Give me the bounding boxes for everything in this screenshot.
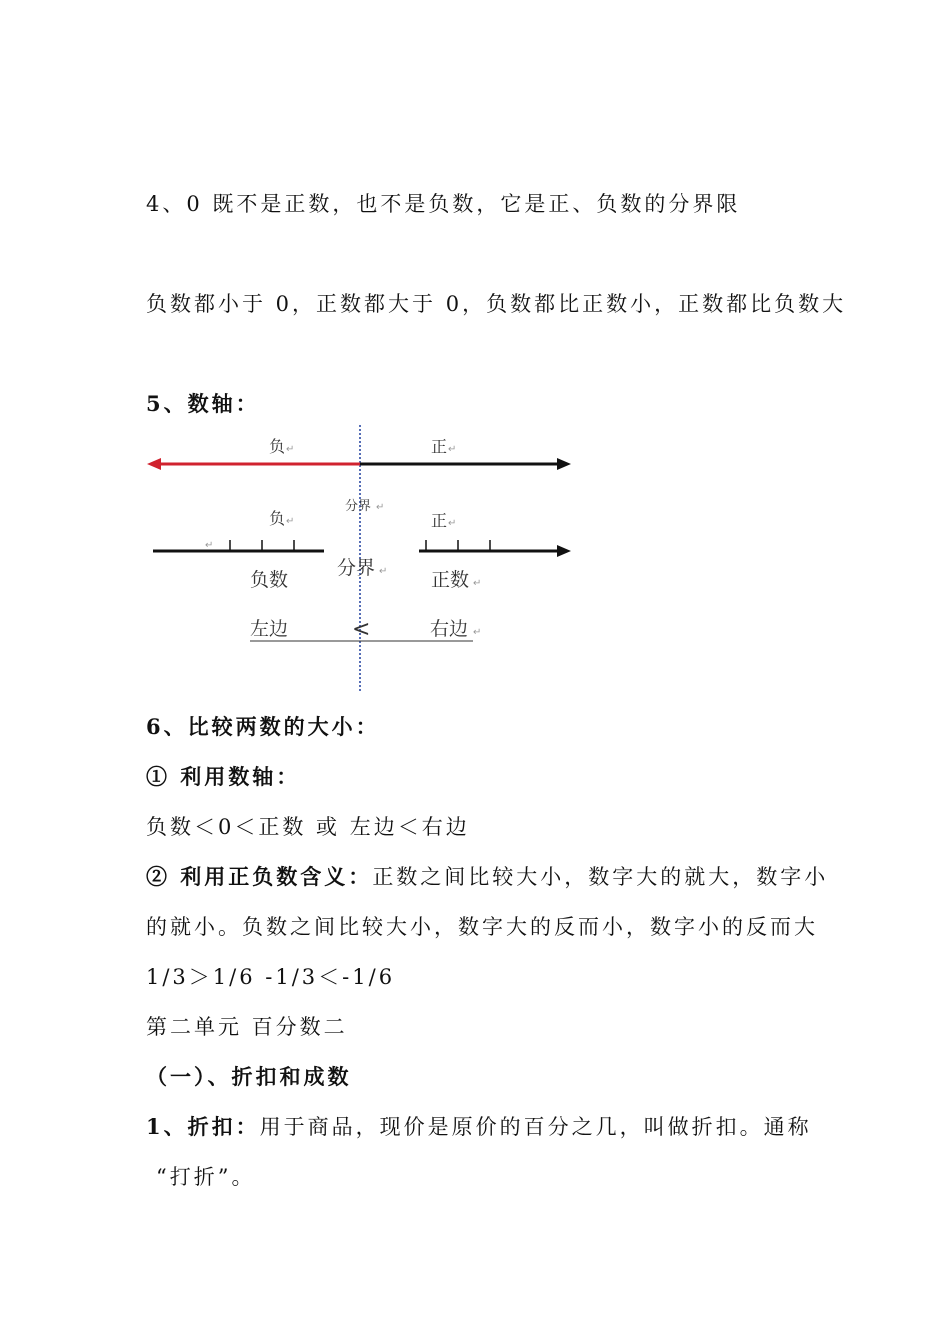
meaning-rule-text: 正数之间比较大小，数字大的就大，数字小 xyxy=(372,865,829,889)
text-line-fraction-example: 1/3＞1/6 -1/3＜-1/6 xyxy=(146,965,396,989)
positive-segment-arrowhead xyxy=(557,545,571,557)
subheading-use-number-line: ① 利用数轴： xyxy=(146,764,301,789)
text-line-inequality: 负数＜0＜正数 或 左边＜右边 xyxy=(146,815,470,839)
return-mark: ↵ xyxy=(376,502,385,513)
text-line-meaning-rule-cont: 的就小。负数之间比较大小，数字大的反而小，数字小的反而大 xyxy=(146,915,818,939)
positive-number-label: 正数 xyxy=(431,569,470,591)
less-than-sign: < xyxy=(352,617,371,642)
return-mark: ↵ xyxy=(379,566,388,577)
section-heading-discount: （一）、折扣和成数 xyxy=(146,1064,352,1089)
text-line-compare-zero: 负数都小于 0，正数都大于 0，负数都比正数小，正数都比负数大 xyxy=(146,292,847,316)
return-mark: ↵ xyxy=(473,578,482,589)
text-line-discount-def xyxy=(146,1111,812,1141)
positive-top-label: 正 xyxy=(431,437,448,456)
right-side-label: 右边 xyxy=(430,618,469,640)
positive-arrowhead xyxy=(557,458,571,470)
boundary-small-label: 分界 xyxy=(345,499,372,514)
return-mark: ↵ xyxy=(473,627,482,638)
return-mark: ↵ xyxy=(286,516,295,527)
negative-top-label: 负 xyxy=(269,437,286,456)
left-side-label: 左边 xyxy=(250,618,289,640)
discount-term: 1、折扣： xyxy=(146,1114,260,1139)
text-line-zero-boundary: 4、0 既不是正数，也不是负数，它是正、负数的分界限 xyxy=(146,192,741,216)
negative-arrowhead xyxy=(147,458,161,470)
positive-mid-label: 正 xyxy=(431,511,448,530)
negative-number-label: 负数 xyxy=(250,569,289,591)
number-line-diagram xyxy=(143,420,593,695)
heading-compare-two-numbers: 6、比较两数的大小： xyxy=(146,714,380,739)
heading-number-line: 5、数轴： xyxy=(146,391,260,416)
subheading-use-meaning: ② 利用正负数含义： xyxy=(146,864,373,889)
boundary-big-label: 分界 xyxy=(337,557,376,579)
return-mark: ↵ xyxy=(205,540,214,551)
text-line-discount-alias: “打折”。 xyxy=(156,1165,256,1189)
return-mark: ↵ xyxy=(286,444,295,455)
unit-title: 第二单元 百分数二 xyxy=(146,1015,348,1039)
negative-mid-label: 负 xyxy=(269,509,286,528)
discount-def-text: 用于商品，现价是原价的百分之几，叫做折扣。通称 xyxy=(259,1115,812,1139)
return-mark: ↵ xyxy=(448,444,457,455)
return-mark: ↵ xyxy=(448,518,457,529)
text-line-meaning-rule xyxy=(146,861,828,891)
